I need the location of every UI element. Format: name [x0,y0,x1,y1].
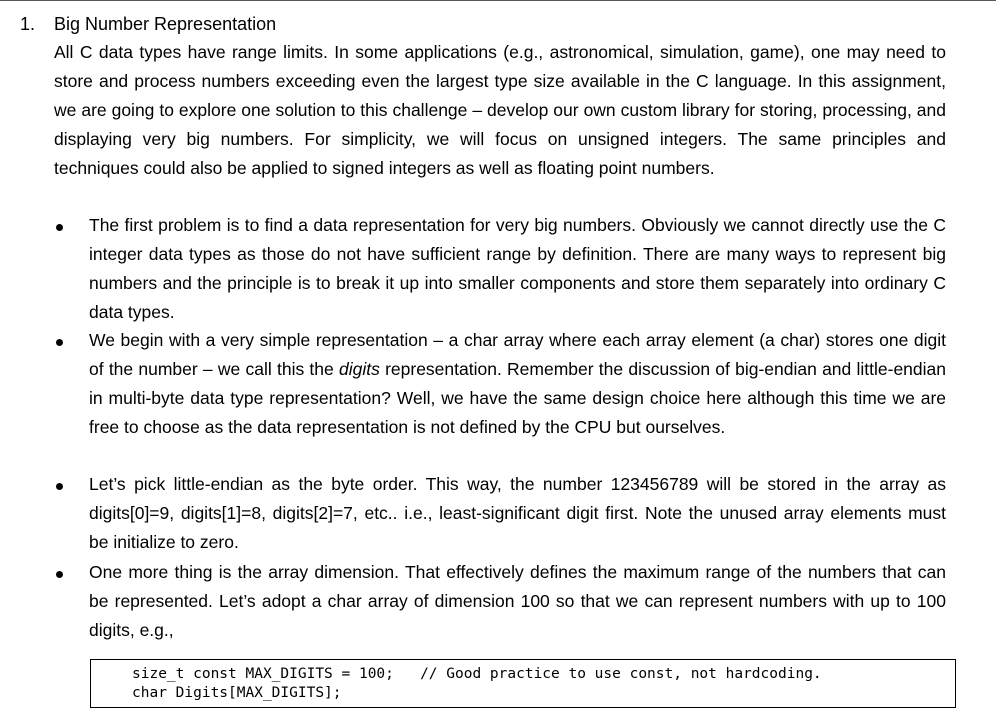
bullet-icon [56,483,66,493]
bullet-text-before: We begin with a very simple representation – a char array where each array element (a char) stores one digit of the number – we call this the [89,330,946,379]
intro-paragraph: All C data types have range limits. In some applications (e.g., astronomical, simulation, game), one may need to store and process numbers exceeding even the largest type size available in the C language. In this assignment, we are going to explore one solution to this challenge – develop our own custom library for storing, processing, and displaying very big numbers. For simplicity, we will focus on unsigned integers. The same principles and techniques could also be applied to signed integers as well as floating point numbers. [54,42,946,178]
bullet-item-little-endian: Let’s pick little-endian as the byte order. This way, the number 123456789 will be stored in the array as digits[0]=9, digits[1]=8, digits[2]=7, etc.. i.e., least-significant digit first. Note the unused array elements must be initialize to zero. [89,474,946,552]
section-title: Big Number Representation [54,14,277,34]
bullet-text-after: representation. Remember the discussion of big-endian and little-endian in multi-byte data type representation? Well, we have the same design choice here although this time we are free to choose as the data representation is not defined by the CPU but ourselves. [89,358,946,437]
bullet-icon [56,224,66,234]
emphasis-digits: digits [338,358,380,379]
section-number: 1. [20,14,36,34]
top-divider [0,0,996,1]
bullet-icon [56,339,66,349]
code-line-digits-array: char Digits[MAX_DIGITS]; [132,685,342,701]
bullet-icon [56,571,66,581]
bullet-item-data-representation: The first problem is to find a data representation for very big numbers. Obviously we cannot directly use the C integer data types as those do not have sufficient range by definition. There are many ways to represent big numbers and the principle is to break it up into smaller components and store them separately into ordinary C data types. [89,215,946,322]
bullet-item-digits-representation [89,326,946,442]
code-line-max-digits: size_t const MAX_DIGITS = 100; // Good practice to use const, not hardcoding. [132,666,822,682]
code-block [90,659,956,708]
bullet-item-array-dimension: One more thing is the array dimension. That effectively defines the maximum range of the numbers that can be represented. Let’s adopt a char array of dimension 100 so that we can represent numbers with up to 100 digits, e.g., [89,562,946,640]
